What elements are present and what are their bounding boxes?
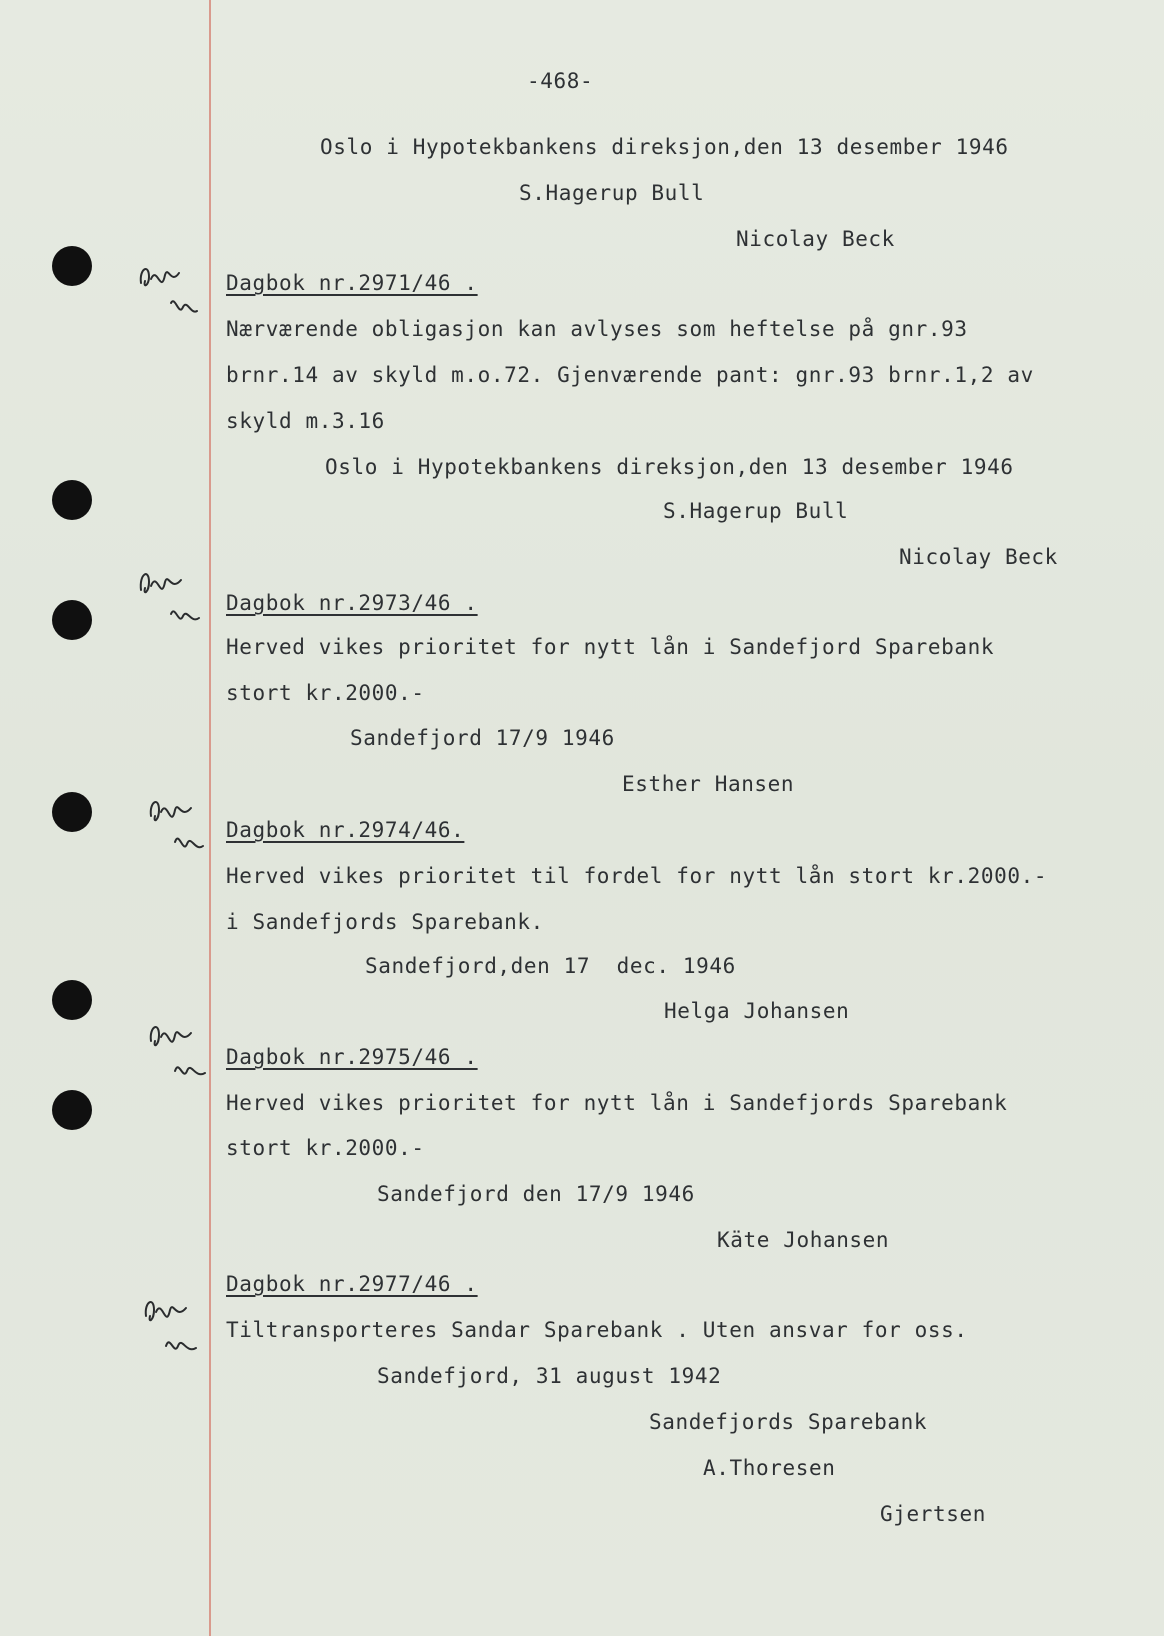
- margin-initials: [140, 1290, 210, 1360]
- entry-heading: Dagbok nr.2973/46 .: [226, 591, 478, 615]
- signature-name: Sandefjords Sparebank: [649, 1410, 928, 1434]
- entry-text: Herved vikes prioritet for nytt lån i Sandefjord Sparebank: [226, 635, 995, 659]
- place-date: Oslo i Hypotekbankens direksjon,den 13 desember 1946: [325, 455, 1014, 479]
- punch-hole: [52, 246, 92, 286]
- place-date: Oslo i Hypotekbankens direksjon,den 13 desember 1946: [320, 135, 1009, 159]
- entry-text: i Sandefjords Sparebank.: [226, 910, 544, 934]
- punch-hole: [52, 600, 92, 640]
- entry-text: Tiltransporteres Sandar Sparebank . Uten ansvar for oss.: [226, 1318, 968, 1342]
- place-date: Sandefjord den 17/9 1946: [377, 1182, 695, 1206]
- signature-name: S.Hagerup Bull: [663, 499, 849, 523]
- punch-hole: [52, 980, 92, 1020]
- entry-text: Herved vikes prioritet til fordel for nytt lån stort kr.2000.-: [226, 864, 1048, 888]
- entry-text: Herved vikes prioritet for nytt lån i Sandefjords Sparebank: [226, 1091, 1008, 1115]
- signature-name: Nicolay Beck: [899, 545, 1058, 569]
- punch-hole: [52, 480, 92, 520]
- entry-text: stort kr.2000.-: [226, 681, 425, 705]
- margin-initials: [135, 560, 205, 630]
- entry-heading: Dagbok nr.2977/46 .: [226, 1272, 478, 1296]
- place-date: Sandefjord,den 17 dec. 1946: [365, 954, 736, 978]
- punch-hole: [52, 792, 92, 832]
- entry-text: brnr.14 av skyld m.o.72. Gjenværende pant: gnr.93 brnr.1,2 av: [226, 363, 1034, 387]
- signature-name: S.Hagerup Bull: [519, 181, 705, 205]
- entry-text: Nærværende obligasjon kan avlyses som heftelse på gnr.93: [226, 317, 968, 341]
- signature-name: Helga Johansen: [664, 999, 850, 1023]
- page-number: -468-: [527, 69, 594, 93]
- signature-name: Nicolay Beck: [736, 227, 895, 251]
- punch-hole: [52, 1090, 92, 1130]
- margin-initials: [135, 255, 205, 325]
- entry-heading: Dagbok nr.2975/46 .: [226, 1045, 478, 1069]
- entry-heading: Dagbok nr.2971/46 .: [226, 271, 478, 295]
- signature-name: Esther Hansen: [622, 772, 795, 796]
- signature-name: Gjertsen: [880, 1502, 986, 1526]
- entry-text: skyld m.3.16: [226, 409, 385, 433]
- entry-text: stort kr.2000.-: [226, 1136, 425, 1160]
- margin-initials: [145, 790, 215, 860]
- place-date: Sandefjord, 31 august 1942: [377, 1364, 722, 1388]
- margin-initials: [145, 1015, 215, 1085]
- signature-name: A.Thoresen: [703, 1456, 836, 1480]
- entry-heading: Dagbok nr.2974/46.: [226, 818, 465, 842]
- signature-name: Käte Johansen: [717, 1228, 890, 1252]
- place-date: Sandefjord 17/9 1946: [350, 726, 615, 750]
